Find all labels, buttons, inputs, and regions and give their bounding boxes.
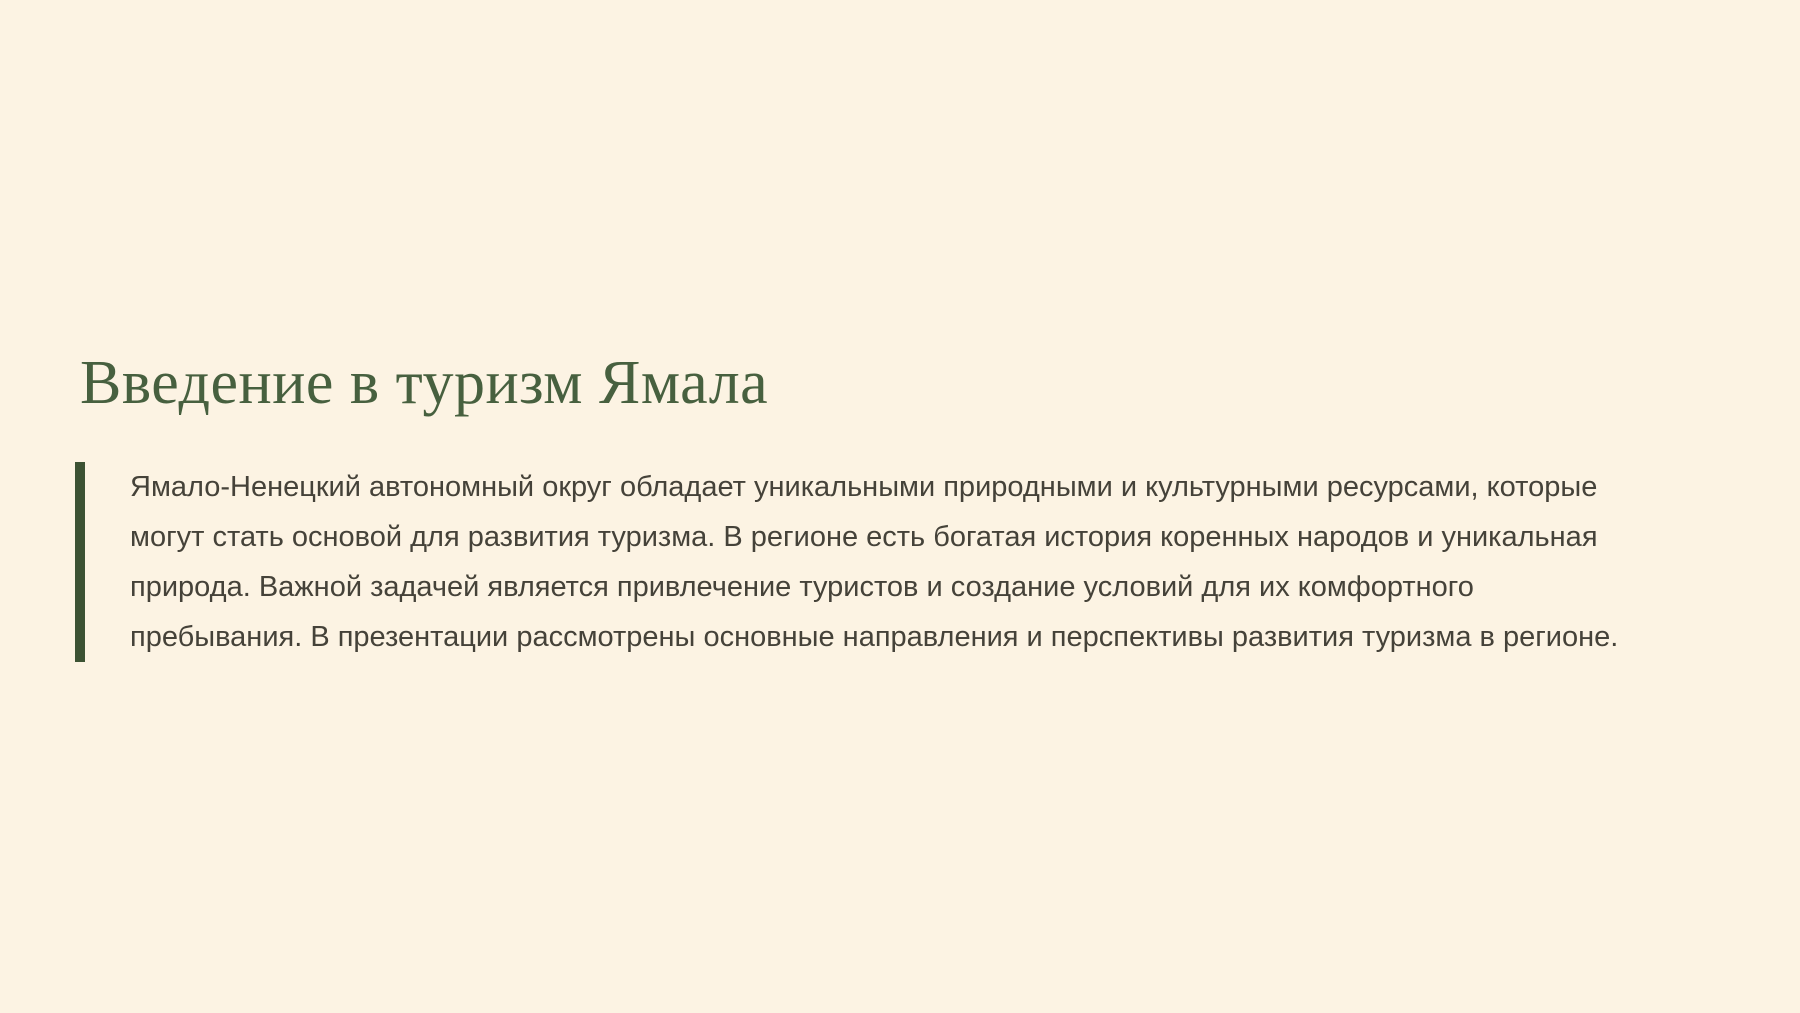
slide-title: Введение в туризм Ямала — [80, 349, 769, 417]
intro-block — [75, 462, 1700, 662]
accent-bar — [75, 462, 85, 662]
intro-paragraph: Ямало-Ненецкий автономный округ обладает уникальными природными и культурными ресурсами, которые могут стать основой для развития туризма. В регионе есть богатая история коренных народов и уникальная природа. Важной задачей является привлечение туристов и создание условий для их комфортного пребывания. В презентации рассмотрены основные направления и перспективы развития туризма в регионе. — [130, 471, 1619, 653]
